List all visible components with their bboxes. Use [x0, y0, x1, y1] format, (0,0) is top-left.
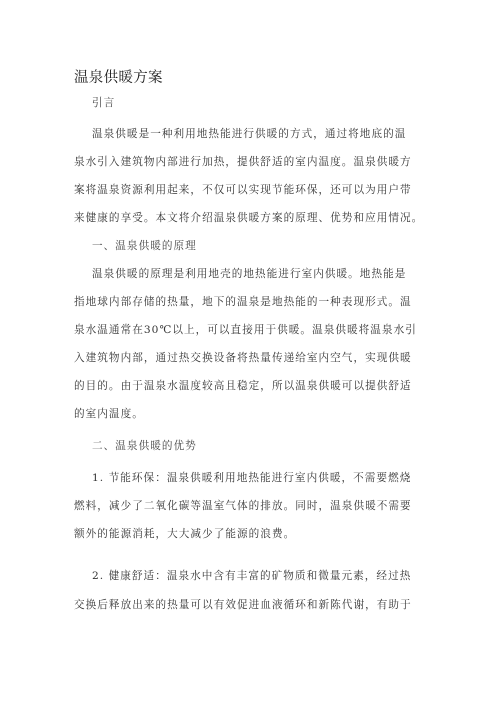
intro-line-2: 泉水引入建筑物内部进行加热，提供舒适的室内温度。温泉供暖方 — [74, 156, 412, 168]
intro-line-3: 案将温泉资源利用起来，不仅可以实现节能环保，还可以为用户带 — [74, 184, 412, 196]
intro-heading: 引言 — [92, 97, 116, 109]
section1-heading: 一、温泉供暖的原理 — [92, 240, 197, 252]
section1-line-2: 指地球内部存储的热量，地下的温泉是地热能的一种表现形式。温 — [74, 296, 412, 308]
section2-heading: 二、温泉供暖的优势 — [92, 440, 197, 452]
section1-line-4: 入建筑物内部，通过热交换设备将热量传递给室内空气，实现供暖 — [74, 352, 412, 364]
intro-line-4: 来健康的享受。本文将介绍温泉供暖方案的原理、优势和应用情况。 — [74, 212, 424, 224]
item1-line-1: 1. 节能环保：温泉供暖利用地热能进行室内供暖，不需要燃烧 — [92, 472, 412, 484]
section1-line-1: 温泉供暖的原理是利用地壳的地热能进行室内供暖。地热能是 — [92, 268, 407, 280]
item1-line-2: 燃料，减少了二氧化碳等温室气体的排放。同时，温泉供暖不需要 — [74, 500, 412, 512]
document-title: 温泉供暖方案 — [74, 70, 163, 86]
section1-line-3: 泉水温通常在30℃以上，可以直接用于供暖。温泉供暖将温泉水引 — [74, 324, 417, 336]
item1-line-3: 额外的能源消耗，大大减少了能源的浪费。 — [74, 528, 296, 540]
section1-line-5: 的目的。由于温泉水温度较高且稳定，所以温泉供暖可以提供舒适 — [74, 380, 412, 392]
section1-line-6: 的室内温度。 — [74, 408, 144, 420]
intro-line-1: 温泉供暖是一种利用地热能进行供暖的方式，通过将地底的温 — [92, 128, 407, 140]
item2-line-1: 2. 健康舒适：温泉水中含有丰富的矿物质和微量元素，经过热 — [92, 570, 412, 582]
item2-line-2: 交换后释放出来的热量可以有效促进血液循环和新陈代谢，有助于 — [74, 599, 412, 611]
